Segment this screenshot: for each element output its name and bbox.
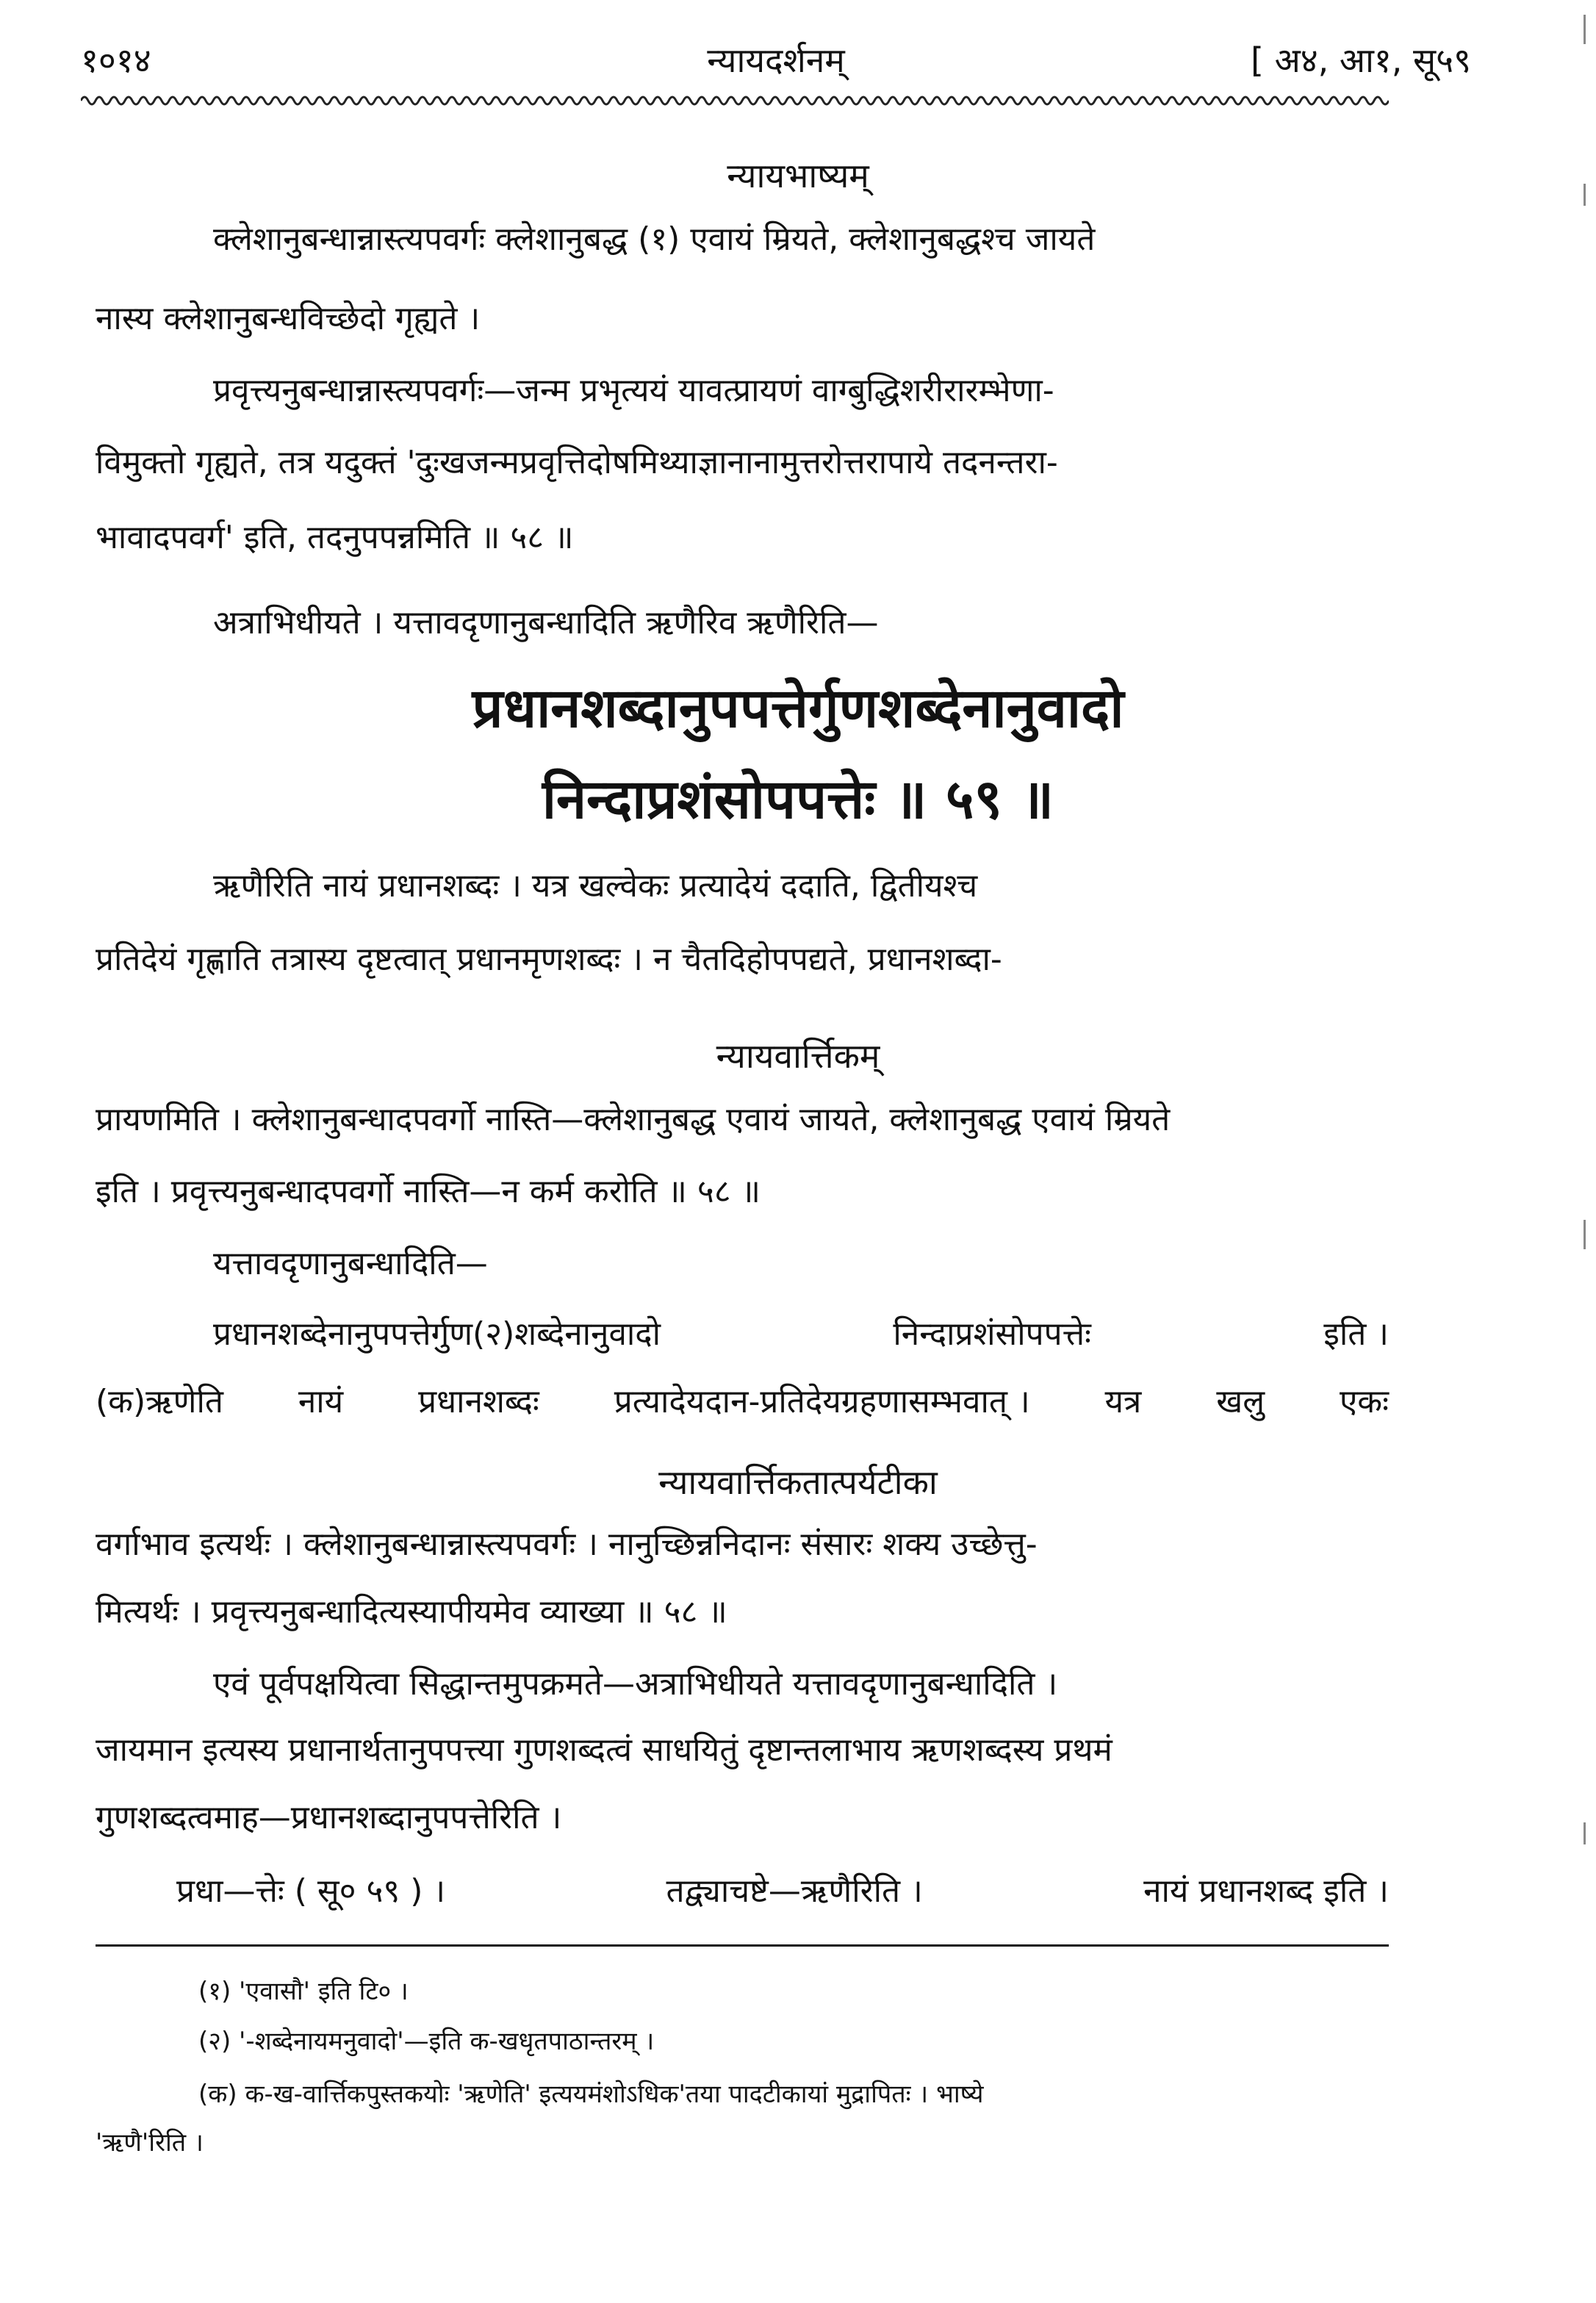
vartika-sutra-part: प्रधानशब्देनानुपपत्तेर्गुण(२)शब्देनानुवादो bbox=[213, 1315, 661, 1353]
section-heading-bhashya: न्यायभाष्यम् bbox=[727, 156, 869, 195]
page-number: १०१४ bbox=[81, 40, 151, 80]
bhashya-line: विमुक्तो गृह्यते, तत्र यदुक्तं 'दुःखजन्मप्रवृत्तिदोषमिथ्याज्ञानानामुत्तरोत्तरापाये तदनन्तरा- bbox=[96, 444, 1058, 481]
vartika-note-word: एकः bbox=[1339, 1383, 1389, 1420]
vartika-sutra-part: निन्दाप्रशंसोपपत्तेः bbox=[893, 1315, 1091, 1353]
tika-line: जायमान इत्यस्य प्रधानार्थतानुपपत्त्या गुणशब्दत्वं साधयितुं दृष्टान्तलाभाय ऋणशब्दस्य प्रथमं bbox=[96, 1731, 1112, 1769]
bhashya-line: ऋणैरिति नायं प्रधानशब्दः । यत्र खल्वेकः प्रत्यादेयं ददाति, द्वितीयश्च bbox=[213, 867, 978, 905]
footnote: (१) 'एवासौ' इति टि० । bbox=[198, 1977, 409, 2006]
vartika-line: प्रायणमिति । क्लेशानुबन्धादपवर्गो नास्ति—क्लेशानुबद्ध एवायं जायते, क्लेशानुबद्ध एवायं म्रियते bbox=[96, 1101, 1171, 1138]
scan-edge-mark bbox=[1584, 15, 1586, 44]
footnote-separator bbox=[96, 1944, 1389, 1947]
section-heading-vartika: न्यायवार्त्तिकम् bbox=[716, 1036, 880, 1076]
tika-line: एवं पूर्वपक्षयित्वा सिद्धान्तमुपक्रमते—अत्राभिधीयते यत्तावदृणानुबन्धादिति । bbox=[213, 1665, 1058, 1703]
vartika-note-word: नायं bbox=[298, 1383, 344, 1420]
scan-edge-mark bbox=[1584, 1220, 1586, 1249]
vartika-note-line bbox=[96, 1383, 1389, 1422]
tika-line: मित्यर्थः । प्रवृत्त्यनुबन्धादित्यस्यापीयमेव व्याख्या ॥ ५८ ॥ bbox=[96, 1593, 727, 1631]
vartika-sutra-part: इति । bbox=[1323, 1315, 1389, 1353]
footnote: (क) क-ख-वार्त्तिकपुस्तकयोः 'ऋणेति' इत्ययमंशोऽधिक'तया पादटीकायां मुद्रापितः । भाष्ये bbox=[198, 2080, 984, 2109]
running-title: न्यायदर्शनम् bbox=[707, 40, 845, 80]
bhashya-line: नास्य क्लेशानुबन्धविच्छेदो गृह्यते । bbox=[96, 300, 481, 337]
vartika-note-word: यत्र bbox=[1104, 1383, 1142, 1420]
bhashya-line: अत्राभिधीयते । यत्तावदृणानुबन्धादिति ऋणैरिव ऋणैरिति— bbox=[213, 604, 879, 642]
bhashya-line: प्रतिदेयं गृह्णाति तत्रास्य दृष्टत्वात् प्रधानमृणशब्दः । न चैतदिहोपपद्यते, प्रधानशब्दा- bbox=[96, 941, 1002, 978]
tika-last-part: प्रधा—त्तेः ( सू० ५९ ) । bbox=[176, 1872, 446, 1910]
tika-last-part: तद्व्याचष्टे—ऋणैरिति । bbox=[666, 1872, 923, 1910]
page-header bbox=[81, 37, 1471, 96]
vartika-line: यत्तावदृणानुबन्धादिति— bbox=[213, 1245, 488, 1282]
bhashya-line: भावादपवर्ग' इति, तदनुपपन्नमिति ॥ ५८ ॥ bbox=[96, 519, 574, 556]
sutra-line-2: निन्दाप्रशंसोपपत्तेः ॥ ५९ ॥ bbox=[542, 768, 1054, 831]
footnote: (२) '-शब्देनायमनुवादो'—इति क-खधृतपाठान्तरम् । bbox=[198, 2027, 655, 2056]
scan-edge-mark bbox=[1584, 1822, 1586, 1844]
footnote: 'ऋणै'रिति । bbox=[96, 2128, 204, 2158]
scan-edge-mark bbox=[1584, 184, 1586, 206]
vartika-note-word: प्रत्यादेयदान-प्रतिदेयग्रहणासम्भवात् । bbox=[614, 1383, 1030, 1420]
tika-line: वर्गाभाव इत्यर्थः । क्लेशानुबन्धान्नास्त्यपवर्गः । नानुच्छिन्ननिदानः संसारः शक्य उच्छेत्तु- bbox=[96, 1526, 1038, 1563]
tika-last-part: नायं प्रधानशब्द इति । bbox=[1143, 1872, 1389, 1910]
vartika-note-word: प्रधानशब्दः bbox=[418, 1383, 539, 1420]
header-wavy-rule bbox=[81, 90, 1389, 112]
section-heading-tika: न्यायवार्त्तिकतात्पर्यटीका bbox=[658, 1462, 938, 1502]
bhashya-line: प्रवृत्त्यनुबन्धान्नास्त्यपवर्गः—जन्म प्रभृत्ययं यावत्प्रायणं वाग्बुद्धिशरीरारम्भेणा- bbox=[213, 372, 1054, 409]
vartika-line: इति । प्रवृत्त्यनुबन्धादपवर्गो नास्ति—न कर्म करोति ॥ ५८ ॥ bbox=[96, 1173, 761, 1210]
section-reference: [ अ४, आ१, सू५९ bbox=[1251, 40, 1471, 80]
tika-line: गुणशब्दत्वमाह—प्रधानशब्दानुपपत्तेरिति । bbox=[96, 1799, 562, 1836]
sutra-line-1: प्रधानशब्दानुपपत्तेर्गुणशब्देनानुवादो bbox=[472, 677, 1124, 740]
vartika-note-word: (क)ऋणेति bbox=[96, 1383, 223, 1420]
vartika-sutra-line bbox=[213, 1315, 1389, 1354]
vartika-note-word: खलु bbox=[1216, 1383, 1265, 1420]
bhashya-line: क्लेशानुबन्धान्नास्त्यपवर्गः क्लेशानुबद्ध (१) एवायं म्रियते, क्लेशानुबद्धश्च जायते bbox=[213, 220, 1096, 258]
tika-last-line bbox=[176, 1872, 1389, 1911]
